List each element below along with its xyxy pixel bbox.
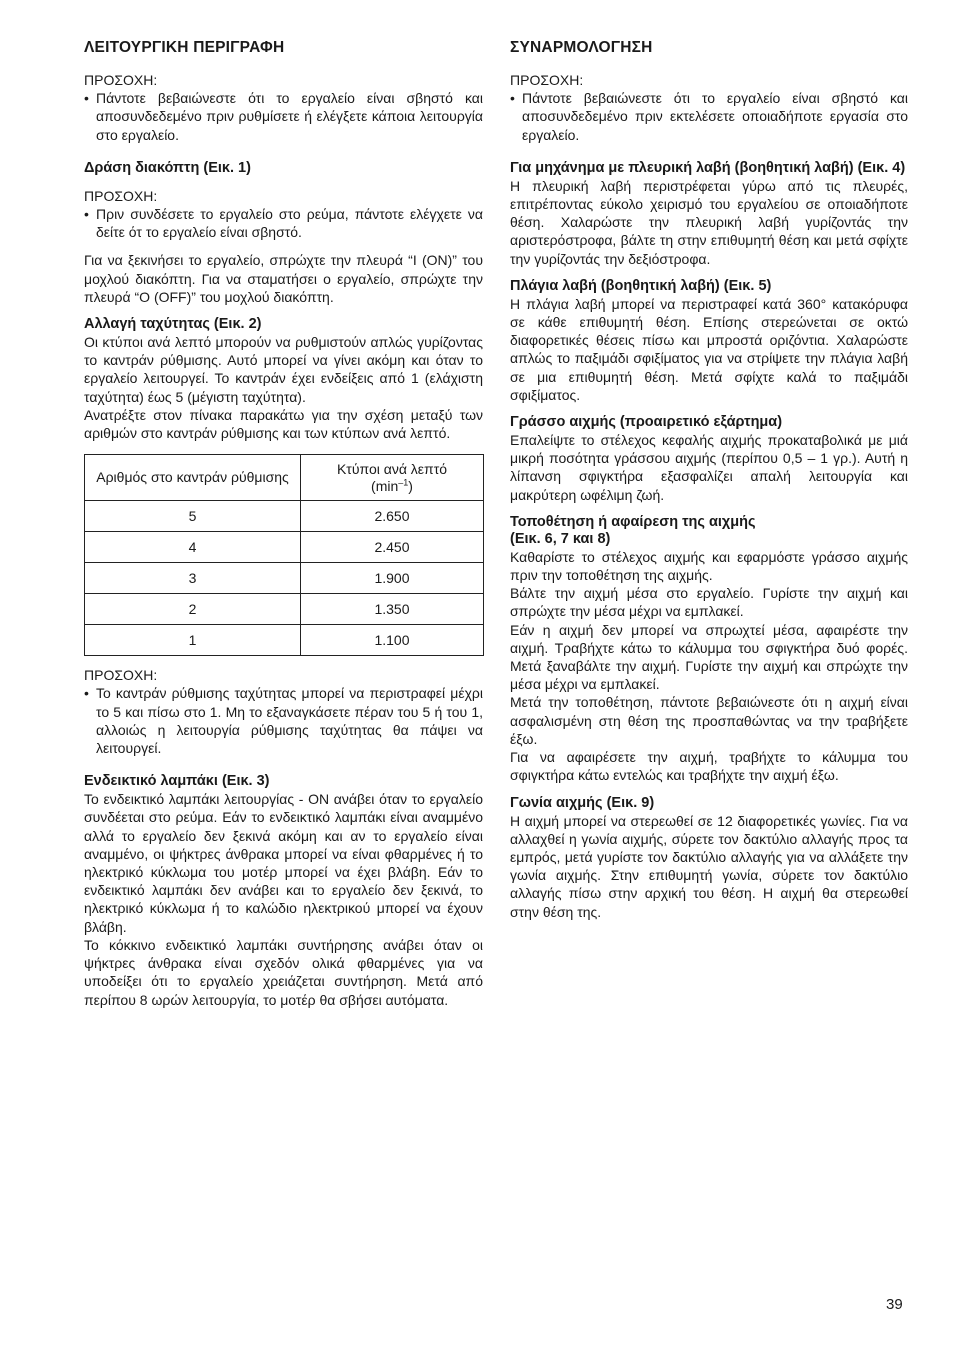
bit-install-heading: Τοποθέτηση ή αφαίρεση της αιχμής (Εικ. 6, 7 και 8) <box>510 513 756 547</box>
assembly-title: ΣΥΝΑΡΜΟΛΟΓΗΣΗ <box>510 39 653 56</box>
lamp-text-2: Το κόκκινο ενδεικτικό λαμπάκι συντήρησης ανάβει όταν οι ψήκτρες άνθρακα είναι σχεδόν ολικά φθαρμένες για να υποδείξει ότι το εργαλείο χρειάζεται συντήρηση. Μετά από περίπου 8 ωρών λειτουργία, το μοτέρ θα σβήσει αυτόματα. <box>84 936 483 1008</box>
caution-label: ΠΡΟΣΟΧΗ: <box>510 72 584 88</box>
side-handle-heading: Πλάγια λαβή (βοηθητική λαβή) (Εικ. 5) <box>510 277 772 294</box>
bullet-text: Πάντοτε βεβαιώνεστε ότι το εργαλείο είναι σβηστό και αποσυνδεδεμένο πριν εκτελέσετε οποιαδήποτε εργασία στο εργαλείο. <box>522 90 908 143</box>
bit-install-text-3: Εάν η αιχμή δεν μπορεί να σπρωχτεί μέσα, αφαιρέστε την αιχμή. Τραβήχτε κάτω το κάλυμμα του σφιγκτήρα δυό φορές. Μετά ξαναβάλτε την αιχμή. Γυρίστε την αιχμή και σπρώχτε την μέσα μέχρι να εμπλακεί. <box>510 621 908 693</box>
table-header-row <box>85 455 484 501</box>
left-column <box>84 38 483 1009</box>
right-column <box>510 38 908 921</box>
bit-install-text-2: Βάλτε την αιχμή μέσα στο εργαλείο. Γυρίστε την αιχμή και σπρώχτε την μέσα μέχρι να εμπλακεί. <box>510 585 908 620</box>
functional-description-title: ΛΕΙΤΟΥΡΓΙΚΗ ΠΕΡΙΓΡΑΦΗ <box>84 39 285 56</box>
caution-label: ΠΡΟΣΟΧΗ: <box>84 667 158 684</box>
bullet-text: Πάντοτε βεβαιώνεστε ότι το εργαλείο είναι σβηστό και αποσυνδεδεμένο πριν ρυθμίσετε ή ελέγξετε κάποια λειτουργία στο εργαλείο. <box>96 90 483 143</box>
bullet-text: Πριν συνδέσετε το εργαλείο στο ρεύμα, πάντοτε ελέγχετε να δείτε ότ το εργαλείο είναι σβηστό. <box>96 206 483 241</box>
speed-text-1: Οι κτύποι ανά λεπτό μπορούν να ρυθμιστούν απλώς γυρίζοντας το καντράν ρύθμισης. Αυτό μπορεί να γίνει ακόμη και όταν το εργαλείο λειτουργεί. Το καντράν έχει ενδείξεις από 1 (ελάχιστη ταχύτητα) έως 5 (μέγιστη ταχύτητα). <box>84 334 483 405</box>
lamp-text-1: Το ενδεικτικό λαμπάκι λειτουργίας - ON ανάβει όταν το εργαλείο συνδέεται στο ρεύμα. Εάν το ενδεικτικό λαμπάκι είναι αναμμένο αλλά το εργαλείο δεν ξεκινά ακόμη και αν το εργαλείο είναι αναμμένο, οι ψήκτρες άνθρακα μπορεί να είναι φθαρμένες ή το ηλεκτρικό κύκλωμα του μοτέρ μπορεί να έχει βλάβη. Εάν το ενδεικτικό λαμπάκι δεν ανάβει και το εργαλείο δεν ξεκινά, το ηλεκτρικό κύκλωμα ή το καλώδιο ηλεκτρικού μπορεί να έχουν βλάβη. <box>84 791 483 935</box>
bullet-dot: • <box>84 90 89 107</box>
caution-bullet <box>84 89 483 144</box>
caution-label: ΠΡΟΣΟΧΗ: <box>84 187 158 204</box>
table-row: 1 1.100 <box>85 625 484 656</box>
bullet-dot: • <box>84 206 89 223</box>
blows-per-minute-header: Κτύποι ανά λεπτό $(\min^{-1})$ <box>301 455 484 501</box>
side-grip-text: Η πλευρική λαβή περιστρέφεται γύρω από τις πλευρές, επιτρέποντας εύκολο χειρισμό του εργαλείου σε οποιαδήποτε θέση. Χαλαρώστε την πλευρική λαβή γυρίζοντάς την αριστερόστροφα, βάλτε τη στην επιθυμητή θέση και μετά σφίχτε την γυρίζοντάς την δεξιόστροφα. <box>510 177 908 267</box>
caution-bullet <box>84 205 483 241</box>
bit-grease-heading: Γράσσο αιχμής (προαιρετικό εξάρτημα) <box>510 414 783 431</box>
speed-table <box>84 454 484 656</box>
caution-bullet <box>510 89 908 144</box>
table-row: 2 1.350 <box>85 594 484 625</box>
caution-label: ΠΡΟΣΟΧΗ: <box>84 72 158 88</box>
bullet-dot: • <box>510 90 515 107</box>
speed-change-heading: Αλλαγή ταχύτητας (Εικ. 2) <box>84 316 262 333</box>
speed-text-2: Ανατρέξτε στον πίνακα παρακάτω για την σχέση μεταξύ των αριθμών στο καντράν ρύθμισης και των κτύπων ανά λεπτό. <box>84 406 483 442</box>
bit-grease-text: Επαλείψτε το στέλεχος κεφαλής αιχμής προκαταβολικά με μιά μικρή ποσότητα γράσσου αιχμής (περίπου 0,5 – 1 γρ.). Αυτή η λίπανση σφιγκτήρα εξασφαλίζει απαλή λειτουργία και μακρύτερη ωφέλιμη ζωή. <box>510 432 908 503</box>
table-row: 4 2.450 <box>85 532 484 563</box>
bullet-dot: • <box>84 685 89 702</box>
dial-number-header: Αριθμός στο καντράν ρύθμισης <box>85 455 301 501</box>
side-handle-text: Η πλάγια λαβή μπορεί να περιστραφεί κατά 360° κατακόρυφα σε κάθε επιθυμητή θέση. Επίσης στερεώνεται σε οκτώ διαφορετικές θέσεις πίσω και μπροστά οριζόντια. Χαλαρώστε απλώς το παξιμάδι σφιξίματος για να στρίψετε την πλάγια λαβή σε μια επιθυμητή θέση. Μετά σφίχτε καλά το παξιμάδι σφιξίματος. <box>510 295 908 403</box>
page-number: 39 <box>886 1296 903 1313</box>
bullet-text: Το καντράν ρύθμισης ταχύτητας μπορεί να περιστραφεί μέχρι το 5 και πίσω στο 1. Μη το εξαναγκάσετε πέραν του 5 ή του 1, αλλοιώς η λειτουργία ρύθμισης ταχύτητας θα πάψει να λειτουργεί. <box>96 685 483 757</box>
indicator-lamp-heading: Ενδεικτικό λαμπάκι (Εικ. 3) <box>84 773 270 790</box>
bit-install-text-1: Καθαρίστε το στέλεχος αιχμής και εφαρμόστε γράσσο αιχμής πριν την τοποθέτηση της αιχμής. <box>510 548 908 584</box>
bit-install-text-4: Μετά την τοποθέτηση, πάντοτε βεβαιώνεστε ότι η αιχμή είναι ασφαλισμένη στη θέση της προσπαθώντας να την τραβήξετε έξω. <box>510 694 908 747</box>
table-row: 3 1.900 <box>85 563 484 594</box>
bit-angle-heading: Γωνία αιχμής (Εικ. 9) <box>510 794 655 811</box>
switch-text: Για να ξεκινήσει το εργαλείο, σπρώχτε την πλευρά “I (ON)” του μοχλού διακόπτη. Για να σταματήσει ο εργαλείο, σπρώχτε την πλευρά “O (OFF)” του μοχλού διακόπτη. <box>84 252 483 305</box>
caution-bullet <box>84 684 483 757</box>
side-grip-heading: Για μηχάνημα με πλευρική λαβή (βοηθητική λαβή) (Εικ. 4) <box>510 159 906 176</box>
switch-action-heading: Δράση διακόπτη (Εικ. 1) <box>84 159 251 176</box>
table-row: 5 2.650 <box>85 501 484 532</box>
bit-angle-text: Η αιχμή μπορεί να στερεωθεί σε 12 διαφορετικές γωνίες. Για να αλλαχθεί η γωνία αιχμής, σύρετε τον δακτύλιο αλλαγής προς τα εμπρός, μετά γυρίστε τον δακτύλιο αλλαγής για να αλλάξετε την γωνία αιχμής. Στην επιθυμητή γωνία, σύρετε τον δακτύλιο αλλαγής πίσω στην αρχική του θέση. Η αιχμή θα στερεωθεί στην θέση της. <box>510 812 908 920</box>
bit-install-text-5: Για να αφαιρέσετε την αιχμή, τραβήχτε το κάλυμμα του σφιγκτήρα κάτω εντελώς και τραβήχτε την αιχμή έξω. <box>510 749 908 784</box>
